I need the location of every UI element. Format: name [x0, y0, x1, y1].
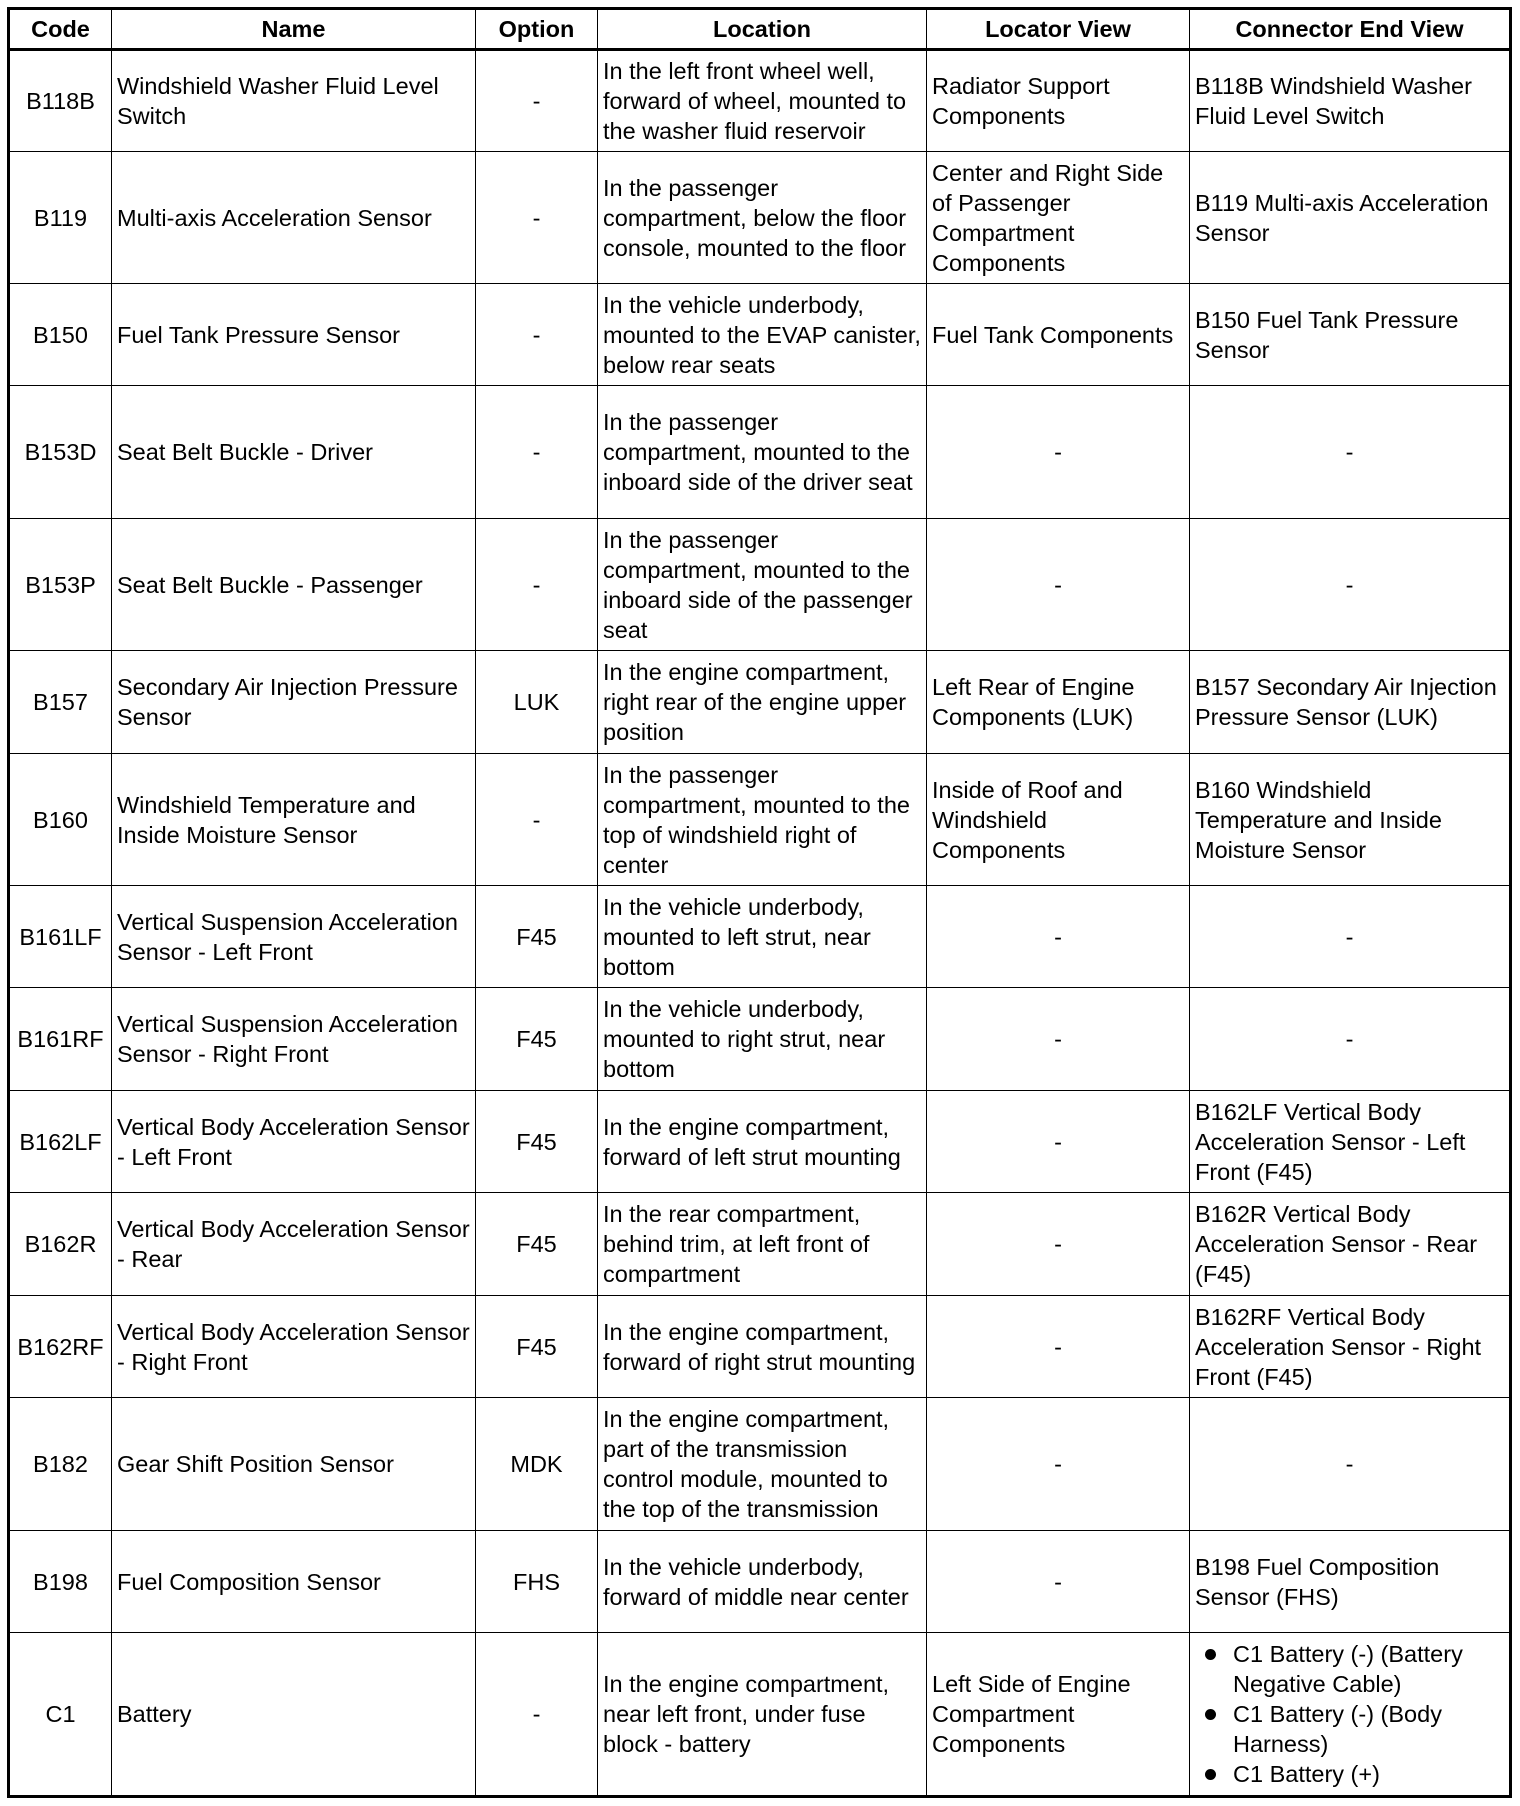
option-cell: F45: [476, 1296, 598, 1398]
connector-end-view-cell: -: [1190, 988, 1511, 1091]
header-option: Option: [476, 9, 598, 50]
code-cell: B153P: [9, 519, 112, 651]
locator-view-cell: Center and Right Side of Passenger Compartment Components: [927, 152, 1190, 284]
table-row: [9, 754, 1511, 886]
option-cell: MDK: [476, 1398, 598, 1531]
location-cell: In the vehicle underbody, mounted to the EVAP canister, below rear seats: [598, 284, 927, 386]
connector-end-view-cell: B162LF Vertical Body Acceleration Sensor - Left Front (F45): [1190, 1091, 1511, 1193]
connector-list-item: C1 Battery (-) (Battery Negative Cable): [1233, 1639, 1504, 1699]
connector-end-view-cell: B119 Multi-axis Acceleration Sensor: [1190, 152, 1511, 284]
locator-view-cell: -: [927, 1531, 1190, 1633]
locator-view-cell: -: [927, 1091, 1190, 1193]
option-cell: F45: [476, 1193, 598, 1296]
table-row: [9, 1398, 1511, 1531]
location-cell: In the engine compartment, forward of right strut mounting: [598, 1296, 927, 1398]
locator-view-cell: -: [927, 988, 1190, 1091]
connector-list-item: C1 Battery (-) (Body Harness): [1233, 1699, 1504, 1759]
location-cell: In the engine compartment, right rear of the engine upper position: [598, 651, 927, 754]
option-cell: -: [476, 519, 598, 651]
table-row: [9, 886, 1511, 988]
header-name: Name: [112, 9, 476, 50]
table-row: [9, 519, 1511, 651]
locator-view-cell: -: [927, 886, 1190, 988]
connector-end-view-cell: B157 Secondary Air Injection Pressure Sensor (LUK): [1190, 651, 1511, 754]
name-cell: Windshield Temperature and Inside Moisture Sensor: [112, 754, 476, 886]
location-cell: In the engine compartment, part of the transmission control module, mounted to the top of the transmission: [598, 1398, 927, 1531]
option-cell: -: [476, 386, 598, 519]
code-cell: B162RF: [9, 1296, 112, 1398]
connector-end-view-cell: [1190, 1633, 1511, 1797]
header-location: Location: [598, 9, 927, 50]
name-cell: Seat Belt Buckle - Passenger: [112, 519, 476, 651]
connector-end-view-cell: B198 Fuel Composition Sensor (FHS): [1190, 1531, 1511, 1633]
code-cell: B157: [9, 651, 112, 754]
code-cell: B118B: [9, 50, 112, 152]
connector-end-view-cell: B150 Fuel Tank Pressure Sensor: [1190, 284, 1511, 386]
name-cell: Vertical Suspension Acceleration Sensor - Right Front: [112, 988, 476, 1091]
table-row: [9, 651, 1511, 754]
name-cell: Vertical Body Acceleration Sensor - Right Front: [112, 1296, 476, 1398]
option-cell: -: [476, 152, 598, 284]
connector-list-item: C1 Battery (+): [1233, 1759, 1504, 1789]
name-cell: Windshield Washer Fluid Level Switch: [112, 50, 476, 152]
connector-end-view-cell: -: [1190, 519, 1511, 651]
location-cell: In the vehicle underbody, mounted to left strut, near bottom: [598, 886, 927, 988]
locator-view-cell: Left Side of Engine Compartment Components: [927, 1633, 1190, 1797]
connector-end-view-cell: B160 Windshield Temperature and Inside Moisture Sensor: [1190, 754, 1511, 886]
locator-view-cell: Radiator Support Components: [927, 50, 1190, 152]
location-cell: In the passenger compartment, mounted to the inboard side of the passenger seat: [598, 519, 927, 651]
connector-end-view-cell: B162RF Vertical Body Acceleration Sensor - Right Front (F45): [1190, 1296, 1511, 1398]
location-cell: In the passenger compartment, mounted to the inboard side of the driver seat: [598, 386, 927, 519]
locator-view-cell: -: [927, 1193, 1190, 1296]
name-cell: Multi-axis Acceleration Sensor: [112, 152, 476, 284]
location-cell: In the engine compartment, forward of left strut mounting: [598, 1091, 927, 1193]
code-cell: B119: [9, 152, 112, 284]
code-cell: B160: [9, 754, 112, 886]
name-cell: Fuel Tank Pressure Sensor: [112, 284, 476, 386]
code-cell: B162R: [9, 1193, 112, 1296]
location-cell: In the engine compartment, near left front, under fuse block - battery: [598, 1633, 927, 1797]
name-cell: Battery: [112, 1633, 476, 1797]
connector-end-view-cell: -: [1190, 1398, 1511, 1531]
code-cell: B182: [9, 1398, 112, 1531]
location-cell: In the passenger compartment, mounted to the top of windshield right of center: [598, 754, 927, 886]
name-cell: Fuel Composition Sensor: [112, 1531, 476, 1633]
connector-end-view-cell: -: [1190, 386, 1511, 519]
table-row: [9, 284, 1511, 386]
code-cell: B161RF: [9, 988, 112, 1091]
option-cell: LUK: [476, 651, 598, 754]
code-cell: B198: [9, 1531, 112, 1633]
locator-view-cell: -: [927, 1296, 1190, 1398]
table-row: [9, 1193, 1511, 1296]
location-cell: In the left front wheel well, forward of wheel, mounted to the washer fluid reservoir: [598, 50, 927, 152]
component-locator-table: [7, 7, 1512, 1798]
option-cell: -: [476, 50, 598, 152]
location-cell: In the vehicle underbody, forward of middle near center: [598, 1531, 927, 1633]
table-row: [9, 988, 1511, 1091]
name-cell: Vertical Body Acceleration Sensor - Rear: [112, 1193, 476, 1296]
locator-view-cell: -: [927, 519, 1190, 651]
option-cell: F45: [476, 886, 598, 988]
locator-view-cell: Left Rear of Engine Components (LUK): [927, 651, 1190, 754]
header-connector-end-view: Connector End View: [1190, 9, 1511, 50]
locator-view-cell: Inside of Roof and Windshield Components: [927, 754, 1190, 886]
name-cell: Secondary Air Injection Pressure Sensor: [112, 651, 476, 754]
code-cell: B150: [9, 284, 112, 386]
table-row: [9, 1296, 1511, 1398]
table-row: [9, 152, 1511, 284]
code-cell: B162LF: [9, 1091, 112, 1193]
option-cell: -: [476, 754, 598, 886]
option-cell: F45: [476, 1091, 598, 1193]
header-locator-view: Locator View: [927, 9, 1190, 50]
name-cell: Vertical Body Acceleration Sensor - Left Front: [112, 1091, 476, 1193]
location-cell: In the vehicle underbody, mounted to right strut, near bottom: [598, 988, 927, 1091]
option-cell: -: [476, 284, 598, 386]
header-row: [9, 9, 1511, 50]
option-cell: F45: [476, 988, 598, 1091]
locator-view-cell: -: [927, 1398, 1190, 1531]
name-cell: Vertical Suspension Acceleration Sensor - Left Front: [112, 886, 476, 988]
code-cell: C1: [9, 1633, 112, 1797]
code-cell: B161LF: [9, 886, 112, 988]
connector-end-view-cell: B162R Vertical Body Acceleration Sensor - Rear (F45): [1190, 1193, 1511, 1296]
name-cell: Gear Shift Position Sensor: [112, 1398, 476, 1531]
locator-view-cell: -: [927, 386, 1190, 519]
table-row: [9, 386, 1511, 519]
option-cell: -: [476, 1633, 598, 1797]
code-cell: B153D: [9, 386, 112, 519]
name-cell: Seat Belt Buckle - Driver: [112, 386, 476, 519]
connector-list: [1195, 1639, 1504, 1789]
connector-end-view-cell: -: [1190, 886, 1511, 988]
location-cell: In the rear compartment, behind trim, at left front of compartment: [598, 1193, 927, 1296]
locator-view-cell: Fuel Tank Components: [927, 284, 1190, 386]
table-row: [9, 50, 1511, 152]
connector-end-view-cell: B118B Windshield Washer Fluid Level Switch: [1190, 50, 1511, 152]
table-row: [9, 1531, 1511, 1633]
header-code: Code: [9, 9, 112, 50]
table-row: [9, 1091, 1511, 1193]
location-cell: In the passenger compartment, below the floor console, mounted to the floor: [598, 152, 927, 284]
table-row: [9, 1633, 1511, 1797]
option-cell: FHS: [476, 1531, 598, 1633]
